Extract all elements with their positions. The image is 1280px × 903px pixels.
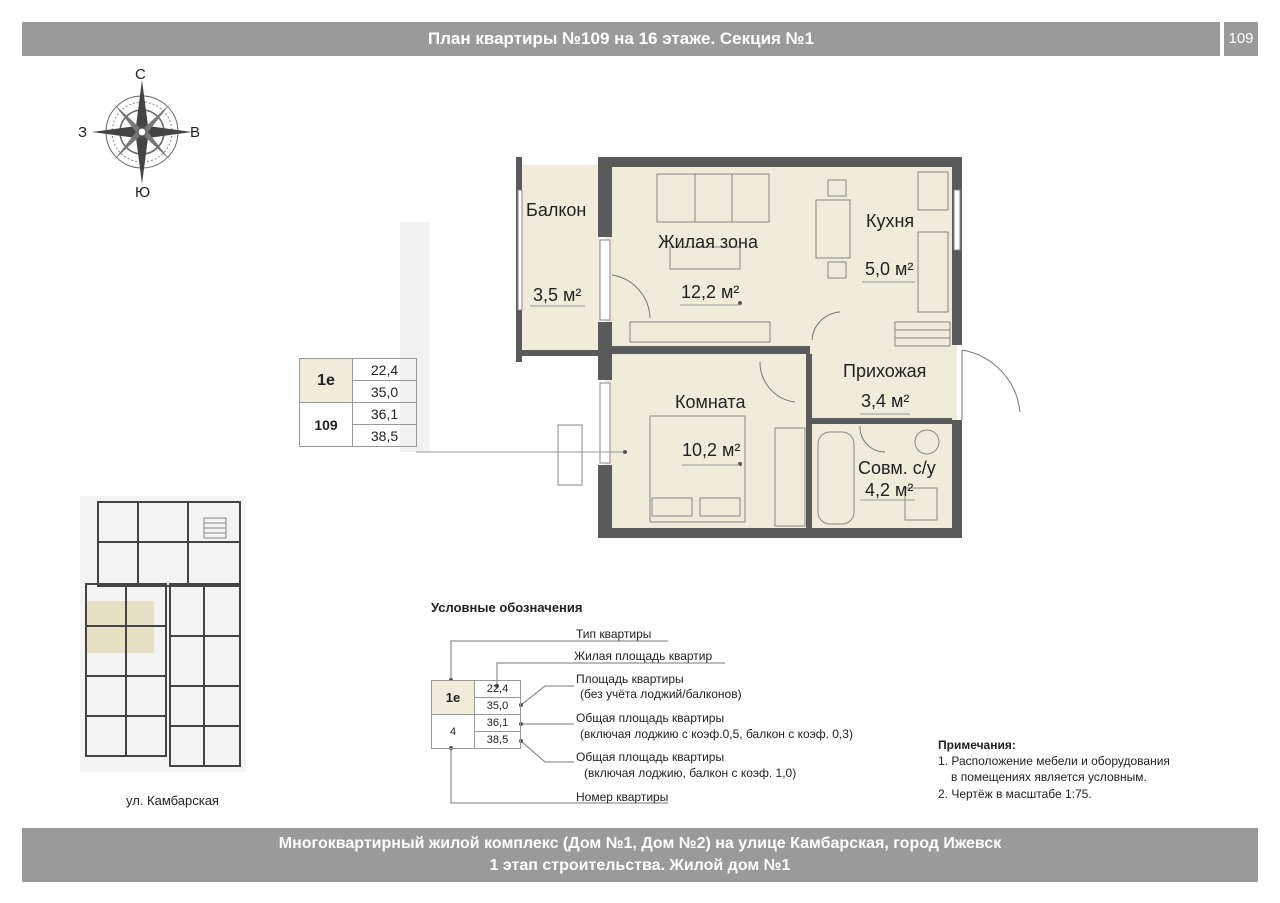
bathroom-area-label: 4,2 м² [865,480,914,500]
footer [22,828,1258,882]
legend-sample-value-4: 38,5 [475,732,521,749]
notes-line1: 1. Расположение мебели и оборудования [938,754,1170,768]
legend-living-area: Жилая площадь квартир [574,649,713,663]
legend-sample-value-2: 35,0 [475,698,521,715]
notes-title: Примечания: [938,738,1016,752]
page-number: 109 [1224,22,1258,56]
street-label: ул. Камбарская [126,793,219,808]
living-name: Жилая зона [658,232,758,252]
apartment-type: 1е [300,359,353,403]
bathroom-name: Совм. с/у [858,458,936,478]
total-area-value-1: 36,1 [353,403,417,425]
hall-name: Прихожая [843,361,927,381]
total-area-value-2: 38,5 [353,425,417,447]
hall-area-label: 3,4 м² [861,391,910,411]
compass-east-label: В [190,124,201,141]
compass-north-label: С [135,66,146,83]
living-area-value: 22,4 [353,359,417,381]
legend-sample-value-3: 36,1 [475,715,521,732]
living-area-label: 12,2 м² [681,282,740,302]
legend-sample-table [431,680,521,749]
apartment-area-value: 35,0 [353,381,417,403]
legend-title: Условные обозначения [431,600,583,615]
compass-south-label: Ю [135,184,151,201]
balcony-name: Балкон [526,200,587,220]
legend-total2-line1: Общая площадь квартиры [576,750,725,764]
legend-sample-type: 1е [432,681,475,715]
page-title: План квартиры №109 на 16 этаже. Секция №1 [22,22,1220,56]
footer-line1: Многоквартирный жилой комплекс (Дом №1, Дом №2) на улице Камбарская, город Ижевск [278,835,1002,852]
legend-area-line2: (без учёта лоджий/балконов) [580,687,742,701]
apartment-number: 109 [300,403,353,447]
legend-total2-line2: (включая лоджию, балкон с коэф. 1,0) [584,766,797,780]
legend-area-line1: Площадь квартиры [576,672,684,686]
legend-sample-value-1: 22,4 [475,681,521,698]
footer-line2: 1 этап строительства. Жилой дом №1 [489,857,791,874]
kitchen-area-label: 5,0 м² [865,259,914,279]
legend-type: Тип квартиры [576,627,652,641]
legend-total1-line2: (включая лоджию с коэф.0,5, балкон с коэф. 0,3) [580,727,853,741]
balcony-area-label: 3,5 м² [533,285,582,305]
legend-sample-number: 4 [432,715,475,749]
room-name: Комната [675,392,746,412]
legend-total1-line1: Общая площадь квартиры [576,711,725,725]
notes-line2: в помещениях является условным. [951,770,1147,784]
legend-number: Номер квартиры [576,790,669,804]
notes-line3: 2. Чертёж в масштабе 1:75. [938,787,1092,801]
kitchen-name: Кухня [866,211,915,231]
room-area-label: 10,2 м² [682,440,741,460]
compass-west-label: З [78,124,88,141]
